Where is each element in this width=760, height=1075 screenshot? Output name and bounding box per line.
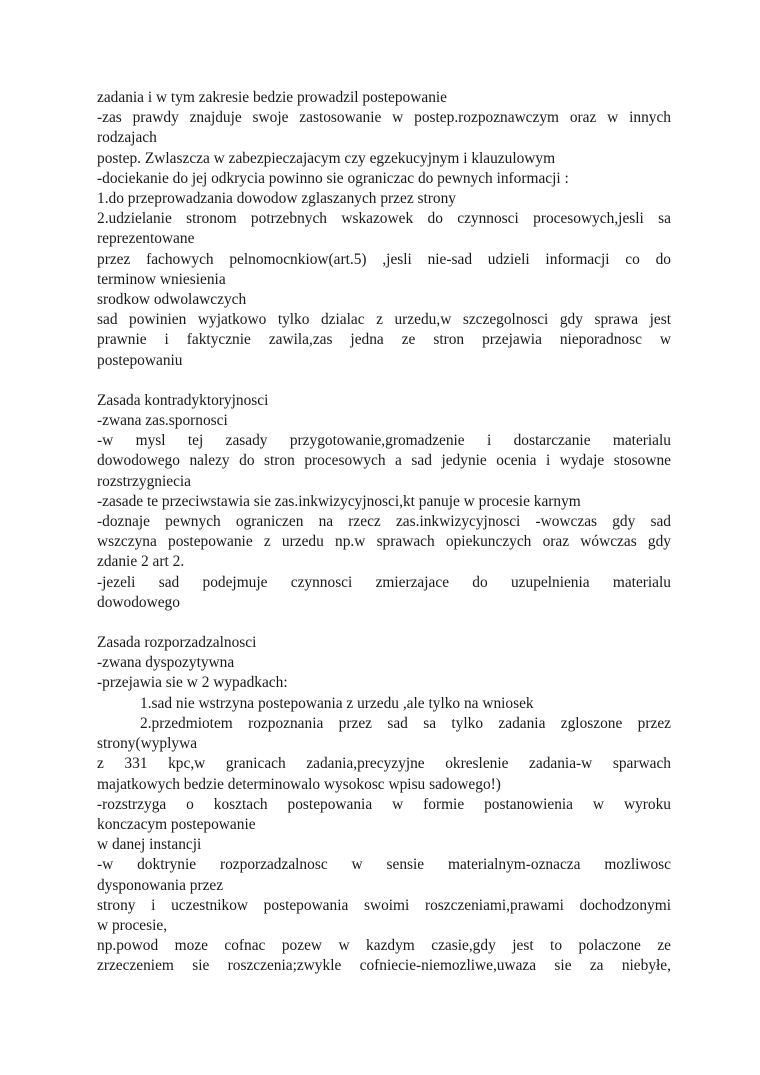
text-line: -zwana zas.spornosci (97, 412, 228, 430)
text-line: z 331 kpc,w granicach zadania,precyzyjne okreslenie zadania-w sparwach (97, 755, 671, 773)
text-line: dowodowego (97, 593, 180, 611)
paragraph-block-zasada-prawdy (97, 88, 671, 371)
text-line: 1.do przeprowadzania dowodow zglaszanych przez strony (97, 190, 456, 208)
text-line: konczacym postepowanie (97, 815, 256, 833)
text-line: sad powinien wyjatkowo tylko dzialac z urzedu,w szczegolnosci gdy sprawa jest (97, 311, 671, 329)
text-line: -zasade te przeciwstawia sie zas.inkwizycyjnosci,kt panuje w procesie karnym (97, 492, 581, 510)
text-line: rodzajach (97, 129, 157, 147)
text-line: majatkowych bedzie determinowalo wysokosc wpisu sadowego!) (97, 775, 501, 793)
text-line: -doznaje pewnych ograniczen na rzecz zas.inkwizycyjnosci -wowczas gdy sad (97, 513, 671, 531)
text-line: -rozstrzyga o kosztach postepowania w formie postanowienia w wyroku (97, 795, 671, 813)
text-line: rozstrzygniecia (97, 472, 192, 490)
document-page (97, 88, 671, 977)
text-line: Zasada kontradyktoryjnosci (97, 391, 269, 409)
text-line: 2.udzielanie stronom potrzebnych wskazowek do czynnosci procesowych,jesli sa (97, 210, 671, 228)
text-line: strony i uczestnikow postepowania swoimi roszczeniami,prawami dochodzonymi (97, 896, 671, 914)
text-line: 2.przedmiotem rozpoznania przez sad sa tylko zadania zgloszone przez (140, 714, 671, 732)
paragraph-block-rozporzadzalnosci (97, 633, 671, 976)
text-line: -w mysl tej zasady przygotowanie,gromadzenie i dostarczanie materialu (97, 432, 671, 450)
text-line: strony(wyplywa (97, 735, 198, 753)
text-line: 1.sad nie wstrzyna postepowania z urzedu ,ale tylko na wniosek (140, 694, 534, 712)
paragraph-gap (97, 371, 671, 391)
text-line: -przejawia sie w 2 wypadkach: (97, 674, 288, 692)
text-line: przez fachowych pelnomocnkiow(art.5) ,jesli nie-sad udzieli informacji co do (97, 250, 671, 268)
text-line: postep. Zwlaszcza w zabezpieczajacym czy egzekucyjnym i klauzulowym (97, 149, 556, 167)
text-line: terminow wniesienia (97, 270, 226, 288)
text-line: prawnie i faktycznie zawila,zas jedna ze stron przejawia nieporadnosc w (97, 331, 671, 349)
text-line: np.powod moze cofnac pozew w kazdym czasie,gdy jest to polaczone ze (97, 937, 671, 955)
paragraph-gap (97, 613, 671, 633)
text-line: -dociekanie do jej odkrycia powinno sie ograniczac do pewnych informacji : (97, 169, 569, 187)
text-line: wszczyna postepowanie z urzedu np.w sprawach opiekunczych oraz wówczas gdy (97, 533, 671, 551)
text-line: w danej instancji (97, 836, 202, 854)
text-line: dowodowego nalezy do stron procesowych a sad jedynie ocenia i wydaje stosowne (97, 452, 671, 470)
text-line: zdanie 2 art 2. (97, 553, 185, 571)
text-line: Zasada rozporzadzalnosci (97, 634, 257, 652)
text-line: -jezeli sad podejmuje czynnosci zmierzajace do uzupelnienia materialu (97, 573, 671, 591)
text-line: -zwana dyspozytywna (97, 654, 235, 672)
text-line: -w doktrynie rozporzadzalnosc w sensie materialnym-oznacza mozliwosc (97, 856, 671, 874)
paragraph-block-kontradyktoryjnosci (97, 391, 671, 613)
text-line: postepowaniu (97, 351, 183, 369)
text-line: -zas prawdy znajduje swoje zastosowanie w postep.rozpoznawczym oraz w innych (97, 109, 671, 127)
text-line: w procesie, (97, 916, 168, 934)
text-line: srodkow odwolawczych (97, 291, 247, 309)
text-line: reprezentowane (97, 230, 195, 248)
text-line: dysponowania przez (97, 876, 224, 894)
text-line: zadania i w tym zakresie bedzie prowadzil postepowanie (97, 89, 447, 106)
text-line: zrzeczeniem sie roszczenia;zwykle cofniecie-niemozliwe,uwaza sie za niebyłe, (97, 957, 671, 975)
